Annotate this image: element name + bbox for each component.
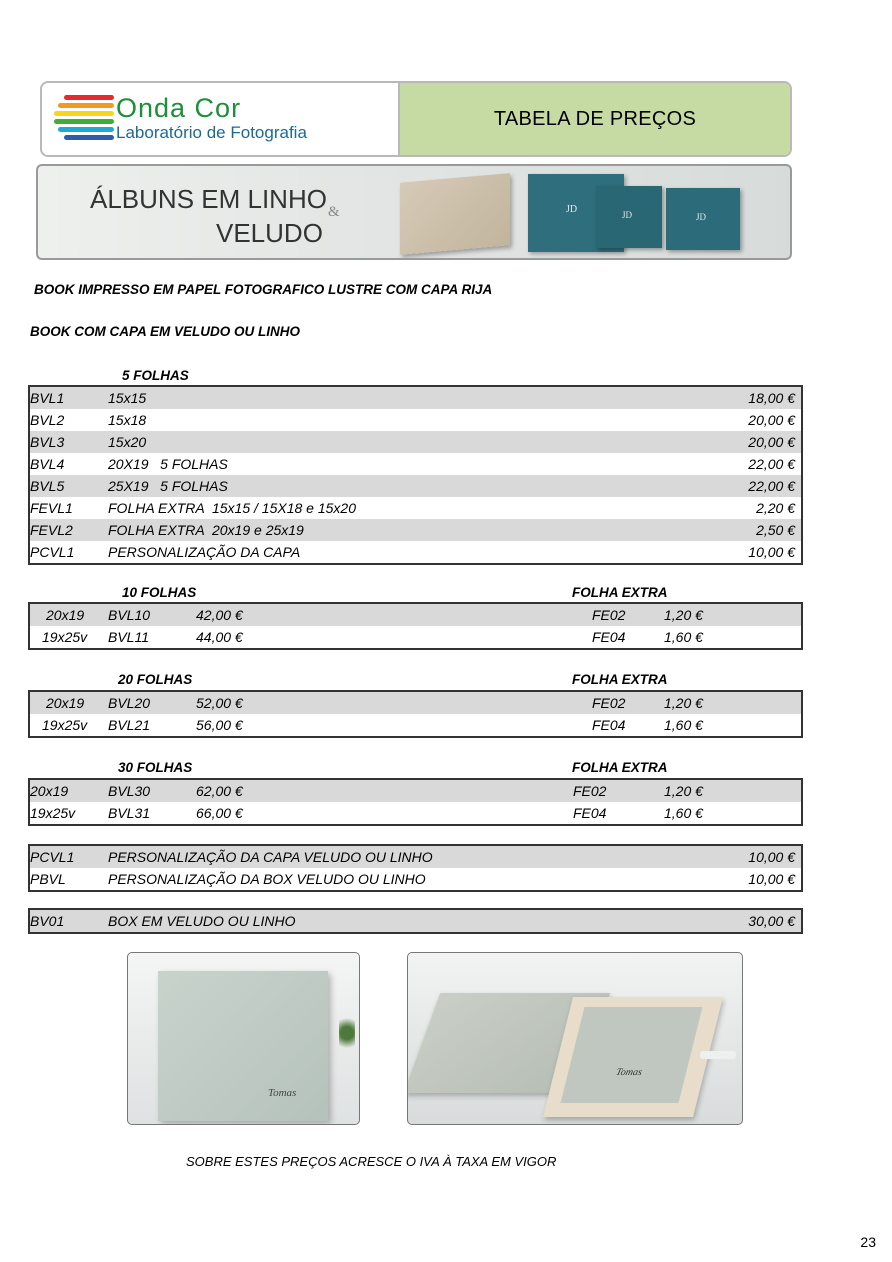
logo-subtitle: Laboratório de Fotografia bbox=[116, 123, 307, 142]
table-row bbox=[30, 519, 801, 541]
page-title: TABELA DE PREÇOS bbox=[493, 107, 697, 130]
banner-line2: VELUDO bbox=[216, 218, 323, 248]
logo-stripe-blue bbox=[64, 135, 114, 140]
teal-album-image-2 bbox=[596, 186, 662, 248]
row-price: 56,00 € bbox=[196, 717, 243, 733]
closed-album-cover bbox=[158, 971, 328, 1121]
logo-stripe-red bbox=[64, 95, 114, 100]
page-number: 23 bbox=[860, 1234, 876, 1250]
intro-line-2: BOOK COM CAPA EM VELUDO OU LINHO bbox=[30, 324, 300, 339]
album-monogram: JD bbox=[696, 212, 707, 222]
album-cover-text: Tomas bbox=[614, 1067, 644, 1078]
row-code: FEVL1 bbox=[30, 500, 73, 516]
table-box bbox=[28, 908, 803, 934]
row-desc: 25X19 5 FOLHAS bbox=[108, 478, 228, 494]
row-code: BVL2 bbox=[30, 412, 65, 428]
row-extra-price: 1,20 € bbox=[664, 695, 703, 711]
row-desc: 15x18 bbox=[108, 412, 147, 428]
row-price: 52,00 € bbox=[196, 695, 243, 711]
row-extra-code: FE02 bbox=[592, 695, 626, 711]
table-20-folhas bbox=[28, 690, 803, 738]
row-price: 20,00 € bbox=[748, 434, 795, 450]
section-5-title: 5 FOLHAS bbox=[122, 368, 189, 383]
row-price: 20,00 € bbox=[748, 412, 795, 428]
row-desc: 20X19 5 FOLHAS bbox=[108, 456, 228, 472]
row-code: BVL5 bbox=[30, 478, 65, 494]
box-base bbox=[543, 997, 723, 1117]
row-extra-price: 1,60 € bbox=[664, 717, 703, 733]
album-cover-text: Tomas bbox=[268, 1087, 297, 1099]
row-desc: BOX EM VELUDO OU LINHO bbox=[108, 913, 296, 929]
section-10-extra-title: FOLHA EXTRA bbox=[572, 585, 668, 600]
section-30-title: 30 FOLHAS bbox=[118, 760, 193, 775]
row-code: PCVL1 bbox=[30, 849, 75, 865]
banner-ampersand: & bbox=[328, 204, 340, 220]
row-price: 66,00 € bbox=[196, 805, 243, 821]
row-extra-code: FE02 bbox=[573, 783, 607, 799]
plant-decoration bbox=[339, 1013, 355, 1053]
table-10-folhas bbox=[28, 602, 803, 650]
row-price: 2,50 € bbox=[756, 522, 795, 538]
ribbon-tab bbox=[700, 1051, 736, 1059]
row-code: BVL11 bbox=[108, 629, 149, 645]
row-code: BVL21 bbox=[108, 717, 151, 733]
row-size: 19x25v bbox=[42, 629, 88, 645]
row-code: BVL10 bbox=[108, 607, 151, 623]
row-size: 19x25v bbox=[30, 805, 76, 821]
row-price: 2,20 € bbox=[756, 500, 795, 516]
table-row bbox=[30, 497, 801, 519]
row-size: 20x19 bbox=[46, 695, 85, 711]
row-extra-code: FE04 bbox=[592, 629, 626, 645]
teal-album-image-3 bbox=[666, 188, 740, 250]
section-30-extra-title: FOLHA EXTRA bbox=[572, 760, 668, 775]
row-price: 10,00 € bbox=[748, 849, 795, 865]
row-code: BVL20 bbox=[108, 695, 151, 711]
table-row bbox=[30, 780, 801, 802]
table-row bbox=[30, 868, 801, 890]
row-extra-code: FE04 bbox=[592, 717, 626, 733]
header-title-panel bbox=[398, 83, 790, 155]
row-desc: PERSONALIZAÇÃO DA CAPA VELUDO OU LINHO bbox=[108, 849, 433, 865]
row-code: BVL1 bbox=[30, 390, 65, 406]
header-box bbox=[40, 81, 792, 157]
row-code: BVL4 bbox=[30, 456, 65, 472]
logo-stripe-green bbox=[54, 119, 114, 124]
row-price: 44,00 € bbox=[196, 629, 243, 645]
section-10-title: 10 FOLHAS bbox=[122, 585, 197, 600]
row-extra-price: 1,60 € bbox=[664, 629, 703, 645]
logo-stripe-cyan bbox=[58, 127, 114, 132]
table-row bbox=[30, 431, 801, 453]
section-20-extra-title: FOLHA EXTRA bbox=[572, 672, 668, 687]
table-personalization bbox=[28, 844, 803, 892]
table-row bbox=[30, 714, 801, 736]
album-inside-box bbox=[561, 1007, 703, 1103]
row-size: 20x19 bbox=[46, 607, 85, 623]
photo-closed-album bbox=[127, 952, 360, 1125]
table-row bbox=[30, 910, 801, 932]
row-desc: 15x20 bbox=[108, 434, 147, 450]
linen-album-image bbox=[400, 173, 510, 255]
table-row bbox=[30, 387, 801, 409]
row-desc: 15x15 bbox=[108, 390, 147, 406]
row-extra-price: 1,20 € bbox=[664, 607, 703, 623]
row-price: 30,00 € bbox=[748, 913, 795, 929]
row-size: 19x25v bbox=[42, 717, 88, 733]
row-code: BV01 bbox=[30, 913, 65, 929]
row-code: BVL30 bbox=[108, 783, 151, 799]
row-code: BVL31 bbox=[108, 805, 151, 821]
section-20-title: 20 FOLHAS bbox=[118, 672, 193, 687]
table-row bbox=[30, 604, 801, 626]
row-price: 42,00 € bbox=[196, 607, 243, 623]
row-desc: FOLHA EXTRA 20x19 e 25x19 bbox=[108, 522, 304, 538]
row-code: BVL3 bbox=[30, 434, 65, 450]
logo-name: Onda Cor bbox=[116, 93, 242, 123]
table-row bbox=[30, 692, 801, 714]
row-desc: FOLHA EXTRA 15x15 / 15X18 e 15x20 bbox=[108, 500, 356, 516]
table-row bbox=[30, 802, 801, 824]
logo-stripe-yellow bbox=[54, 111, 114, 116]
row-price: 22,00 € bbox=[748, 456, 795, 472]
row-size: 20x19 bbox=[30, 783, 69, 799]
table-row bbox=[30, 409, 801, 431]
album-monogram: JD bbox=[566, 204, 578, 215]
album-monogram: JD bbox=[622, 210, 633, 220]
row-desc: PERSONALIZAÇÃO DA CAPA bbox=[108, 544, 301, 560]
banner bbox=[36, 164, 792, 260]
row-extra-price: 1,60 € bbox=[664, 805, 703, 821]
row-extra-code: FE02 bbox=[592, 607, 626, 623]
table-row bbox=[30, 626, 801, 648]
intro-line-1: BOOK IMPRESSO EM PAPEL FOTOGRAFICO LUSTRE COM CAPA RIJA bbox=[34, 282, 493, 297]
table-30-folhas bbox=[28, 778, 803, 826]
row-code: PCVL1 bbox=[30, 544, 75, 560]
table-5-folhas bbox=[28, 385, 803, 565]
row-price: 62,00 € bbox=[196, 783, 243, 799]
photo-open-box bbox=[407, 952, 743, 1125]
row-price: 10,00 € bbox=[748, 544, 795, 560]
row-code: PBVL bbox=[30, 871, 66, 887]
table-row bbox=[30, 475, 801, 497]
row-extra-price: 1,20 € bbox=[664, 783, 703, 799]
row-extra-code: FE04 bbox=[573, 805, 607, 821]
table-row bbox=[30, 453, 801, 475]
row-price: 18,00 € bbox=[748, 390, 795, 406]
logo-stripe-orange bbox=[58, 103, 114, 108]
row-price: 22,00 € bbox=[748, 478, 795, 494]
row-code: FEVL2 bbox=[30, 522, 73, 538]
footer-note: SOBRE ESTES PREÇOS ACRESCE O IVA À TAXA EM VIGOR bbox=[186, 1154, 557, 1169]
row-desc: PERSONALIZAÇÃO DA BOX VELUDO OU LINHO bbox=[108, 871, 426, 887]
row-price: 10,00 € bbox=[748, 871, 795, 887]
table-row bbox=[30, 846, 801, 868]
banner-line1: ÁLBUNS EM LINHO bbox=[90, 184, 327, 214]
table-row bbox=[30, 541, 801, 563]
